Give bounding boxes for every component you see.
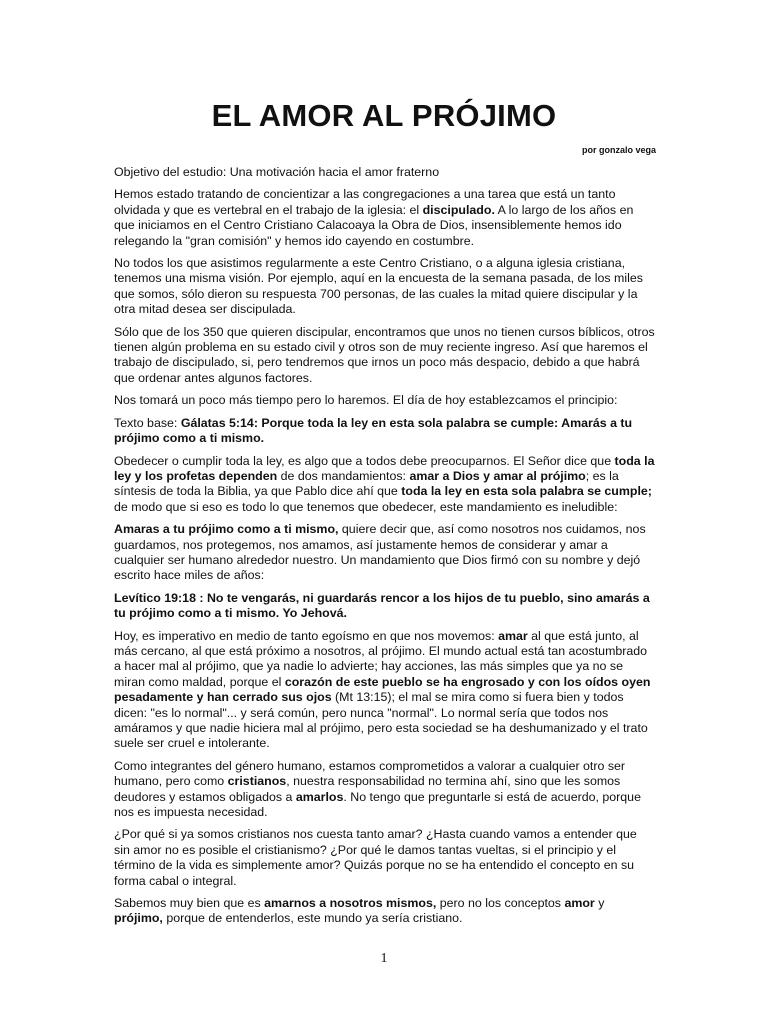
page-number: 1 bbox=[380, 951, 388, 966]
text-run: Hemos estado tratando de concientizar a las congregaciones a una tarea que está un tanto olvidada y que es vertebral en el trabajo de la iglesia: el bbox=[114, 187, 616, 217]
text-run: pero no los conceptos bbox=[436, 896, 565, 911]
paragraph-intro bbox=[114, 187, 656, 249]
bold-text-run: Gálatas 5:14: Porque toda la ley en esta sola palabra se cumple: Amarás a tu prójimo como a ti mismo. bbox=[114, 415, 633, 446]
paragraph-imperative bbox=[114, 629, 656, 752]
paragraph-discipleship bbox=[114, 325, 656, 387]
paragraph-obey-law bbox=[114, 454, 656, 516]
text-run: al que está junto, al más cercano, al que está próximo a nosotros, al prójimo. El mundo actual está tan acostumbrado a hacer mal al prójimo, que ya nadie lo advierte; hay acciones, las más simples que ya no se miran como maldad, porque el bbox=[114, 628, 648, 689]
text-run: ¿Por qué si ya somos cristianos nos cuesta tanto amar? ¿Hasta cuando vamos a entender que sin amor no es posible el cristianismo? ¿Por qué le damos tantas vueltas, si el principio y el término de la vida es simplemente amor? Quizás porque no se ha entendido el concepto en su forma cabal o integral. bbox=[114, 827, 637, 888]
bold-text-run: cristianos bbox=[227, 774, 287, 789]
paragraph-base-text bbox=[114, 416, 656, 447]
text-run: Como integrantes del género humano, estamos comprometidos a valorar a cualquier otro ser humano, pero como bbox=[114, 758, 626, 789]
bold-text-run: Amaras a tu prójimo como a ti mismo, bbox=[114, 522, 339, 537]
text-run: Nos tomará un poco más tiempo pero lo haremos. El día de hoy establezcamos el principio: bbox=[114, 393, 618, 408]
text-run: Obedecer o cumplir toda la ley, es algo que a todos debe preocuparnos. El Señor dice que bbox=[114, 453, 615, 468]
bold-text-run: amar a Dios y amar al prójimo bbox=[409, 468, 586, 483]
text-run: y bbox=[594, 896, 605, 911]
paragraph-leviticus bbox=[114, 591, 656, 622]
document-author: por gonzalo vega bbox=[581, 145, 656, 155]
text-run: quiere decir que, así como nosotros nos cuidamos, nos guardamos, nos protegemos, nos amamos, así justamente hemos de considerar y amar a cualquier ser humano alrededor nuestro. Un mandamiento que Dios firmó con su nombre y dejó escrito hace miles de años: bbox=[114, 522, 646, 583]
text-run: (Mt 13:15); el mal se mira como si fuera bien y todos dicen: "es lo normal"... y será común, pero nunca "normal". Lo normal sería que todos nos amáramos y que nadie hiciera mal al prójimo, pero esta sociedad se ha deshumanizado y el trato suele ser cruel e intolerante. bbox=[114, 690, 648, 751]
text-run: , nuestra responsabilidad no termina ahí, sino que les somos deudores y estamos obligados a bbox=[114, 774, 621, 804]
bold-text-run: toda la ley en esta sola palabra se cumple; bbox=[401, 484, 652, 499]
paragraph-questions bbox=[114, 827, 656, 889]
bold-text-run: toda la ley y los profetas dependen bbox=[114, 453, 655, 483]
document-body bbox=[114, 165, 656, 934]
text-run: . No tengo que preguntarle si está de acuerdo, porque nos es impuesta necesidad. bbox=[114, 789, 641, 820]
text-run: Texto base: bbox=[114, 415, 181, 430]
bold-text-run: corazón de este pueblo se ha engrosado y con los oídos oyen pesadamente y han cerrado sus ojos bbox=[114, 674, 651, 705]
text-run: A lo largo de los años en que iniciamos en el Centro Cristiano Calacoaya la Obra de Dios, insensiblemente hemos ido relegando la "gran comisión" y hemos ido cayendo en costumbre. bbox=[114, 202, 634, 248]
bold-text-run: discipulado. bbox=[422, 202, 495, 217]
text-run: porque de entenderlos, este mundo ya sería cristiano. bbox=[162, 911, 463, 926]
paragraph-concepts bbox=[114, 896, 656, 927]
bold-text-run: amarlos bbox=[295, 789, 344, 804]
text-run: Hoy, es imperativo en medio de tanto egoísmo en que nos movemos: bbox=[114, 628, 499, 643]
paragraph-love-neighbor bbox=[114, 522, 656, 584]
text-run: de modo que si eso es todo lo que tenemos que obedecer, este mandamiento es ineludible: bbox=[114, 499, 618, 514]
text-run: No todos los que asistimos regularmente a este Centro Cristiano, o a alguna iglesia cristiana, tenemos una misma visión. Por ejemplo, aquí en la encuesta de la semana pasada, de los miles que somos, sólo dieron su respuesta 700 personas, de las cuales la mitad quiere discipular y la otra mitad desea ser discipulada. bbox=[114, 256, 643, 317]
text-run: de dos mandamientos: bbox=[277, 468, 410, 483]
text-run: Objetivo del estudio: Una motivación hacia el amor fraterno bbox=[114, 165, 440, 179]
text-run: ; es la síntesis de toda la Biblia, ya que Pablo dice ahí que bbox=[114, 468, 619, 499]
bold-text-run: amor bbox=[564, 896, 595, 911]
document-title: EL AMOR AL PRÓJIMO bbox=[211, 98, 557, 133]
paragraph-survey bbox=[114, 256, 656, 318]
paragraph-human-race bbox=[114, 759, 656, 821]
bold-text-run: amarnos a nosotros mismos, bbox=[264, 896, 437, 911]
text-run: Sabemos muy bien que es bbox=[114, 896, 265, 911]
bold-text-run: Levítico 19:18 : No te vengarás, ni guardarás rencor a los hijos de tu pueblo, sino amarás a tu prójimo como a ti mismo. Yo Jehová. bbox=[114, 590, 650, 621]
paragraph-principle bbox=[114, 393, 656, 408]
text-run: Sólo que de los 350 que quieren discipular, encontramos que unos no tienen cursos bíblicos, otros tienen algún problema en su estado civil y otros son de muy reciente ingreso. Así que haremos el trabajo de discipulado, si, pero tendremos que irnos un poco más despacio, debido a que habrá que ordenar antes algunos factores. bbox=[114, 324, 655, 385]
paragraph-objective bbox=[114, 165, 656, 180]
bold-text-run: prójimo, bbox=[114, 911, 163, 926]
bold-text-run: amar bbox=[498, 628, 528, 643]
